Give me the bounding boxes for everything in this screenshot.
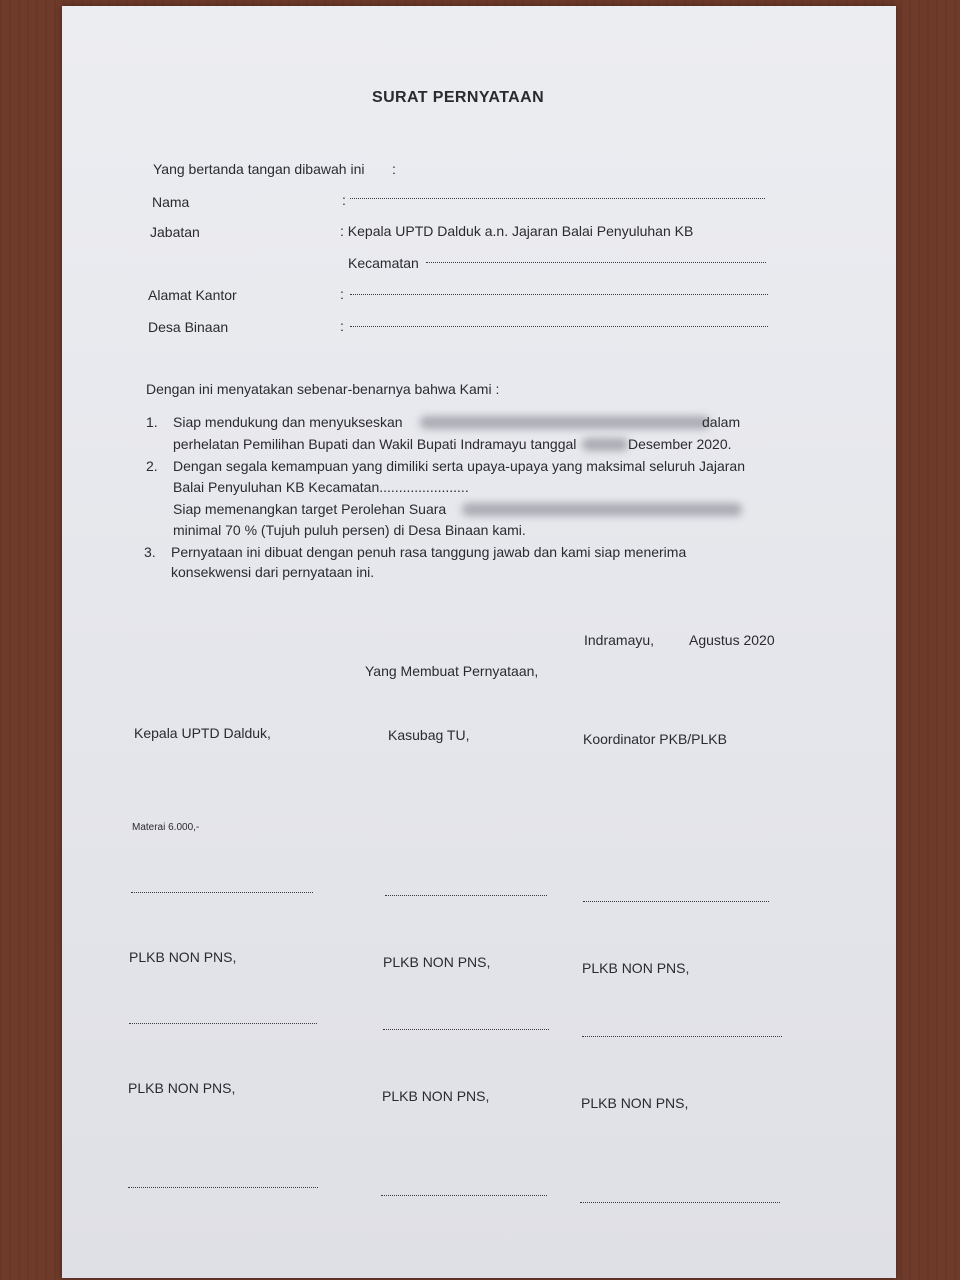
- alamat-label: Alamat Kantor: [148, 287, 237, 303]
- plkb-label: PLKB NON PNS,: [383, 954, 491, 970]
- signature-line: [131, 892, 313, 893]
- place-text: Indramayu,: [584, 632, 655, 648]
- redacted-candidate-1: [420, 416, 710, 429]
- item-1-number: 1.: [146, 414, 158, 430]
- jabatan-value: : Kepala UPTD Dalduk a.n. Jajaran Balai Penyuluhan KB: [340, 223, 694, 239]
- signature-line: [580, 1202, 780, 1203]
- plkb-label: PLKB NON PNS,: [129, 949, 237, 965]
- signature-line: [582, 1036, 782, 1037]
- signature-line: [385, 895, 547, 896]
- item-2-line-2: Balai Penyuluhan KB Kecamatan.......................: [173, 479, 469, 495]
- item-3-line-1: Pernyataan ini dibuat dengan penuh rasa tanggung jawab dan kami siap menerima: [171, 544, 687, 560]
- item-2-number: 2.: [146, 458, 158, 474]
- signature-line: [128, 1187, 318, 1188]
- plkb-label: PLKB NON PNS,: [581, 1095, 689, 1111]
- desa-fill-line: [350, 326, 768, 327]
- item-1-line-1a: Siap mendukung dan menyukseskan: [173, 414, 403, 430]
- alamat-fill-line: [350, 294, 768, 295]
- signature-line: [583, 901, 769, 902]
- document-title: SURAT PERNYATAAN: [372, 89, 545, 106]
- nama-colon: :: [342, 192, 346, 208]
- statement-intro: Dengan ini menyatakan sebenar-benarnya bahwa Kami :: [146, 381, 500, 397]
- intro-text: Yang bertanda tangan dibawah ini: [153, 161, 365, 177]
- signature-line: [383, 1029, 549, 1030]
- intro-colon: :: [392, 161, 396, 177]
- nama-label: Nama: [152, 194, 190, 210]
- item-3-number: 3.: [144, 544, 156, 560]
- item-1-line-1b: dalam: [702, 414, 741, 430]
- kecamatan-label: Kecamatan: [348, 255, 419, 271]
- redacted-candidate-2: [462, 503, 742, 516]
- materai-text: Materai 6.000,-: [132, 822, 200, 833]
- item-1-line-2a: perhelatan Pemilihan Bupati dan Wakil Bupati Indramayu tanggal: [173, 436, 577, 452]
- kecamatan-fill-line: [426, 262, 766, 263]
- nama-fill-line: [350, 198, 765, 199]
- item-2-line-4: minimal 70 % (Tujuh puluh persen) di Desa Binaan kami.: [173, 522, 526, 538]
- item-2-line-1: Dengan segala kemampuan yang dimiliki serta upaya-upaya yang maksimal seluruh Jajaran: [173, 458, 745, 474]
- plkb-label: PLKB NON PNS,: [582, 960, 690, 976]
- plkb-label: PLKB NON PNS,: [128, 1080, 236, 1096]
- date-text: Agustus 2020: [689, 632, 775, 648]
- item-1-line-2b: Desember 2020.: [628, 436, 732, 452]
- alamat-colon: :: [340, 286, 344, 302]
- signatory-kasubag: Kasubag TU,: [388, 727, 470, 743]
- signatory-kepala: Kepala UPTD Dalduk,: [134, 725, 271, 741]
- signatory-koordinator: Koordinator PKB/PLKB: [583, 731, 727, 747]
- plkb-label: PLKB NON PNS,: [382, 1088, 490, 1104]
- redacted-date: [582, 438, 628, 451]
- desa-colon: :: [340, 318, 344, 334]
- signature-line: [129, 1023, 317, 1024]
- item-3-line-2: konsekwensi dari pernyataan ini.: [171, 564, 375, 580]
- document-paper: [62, 6, 896, 1278]
- jabatan-label: Jabatan: [150, 224, 200, 240]
- desa-label: Desa Binaan: [148, 319, 229, 335]
- maker-text: Yang Membuat Pernyataan,: [365, 663, 539, 679]
- item-2-line-3: Siap memenangkan target Perolehan Suara: [173, 501, 447, 517]
- signature-line: [381, 1195, 547, 1196]
